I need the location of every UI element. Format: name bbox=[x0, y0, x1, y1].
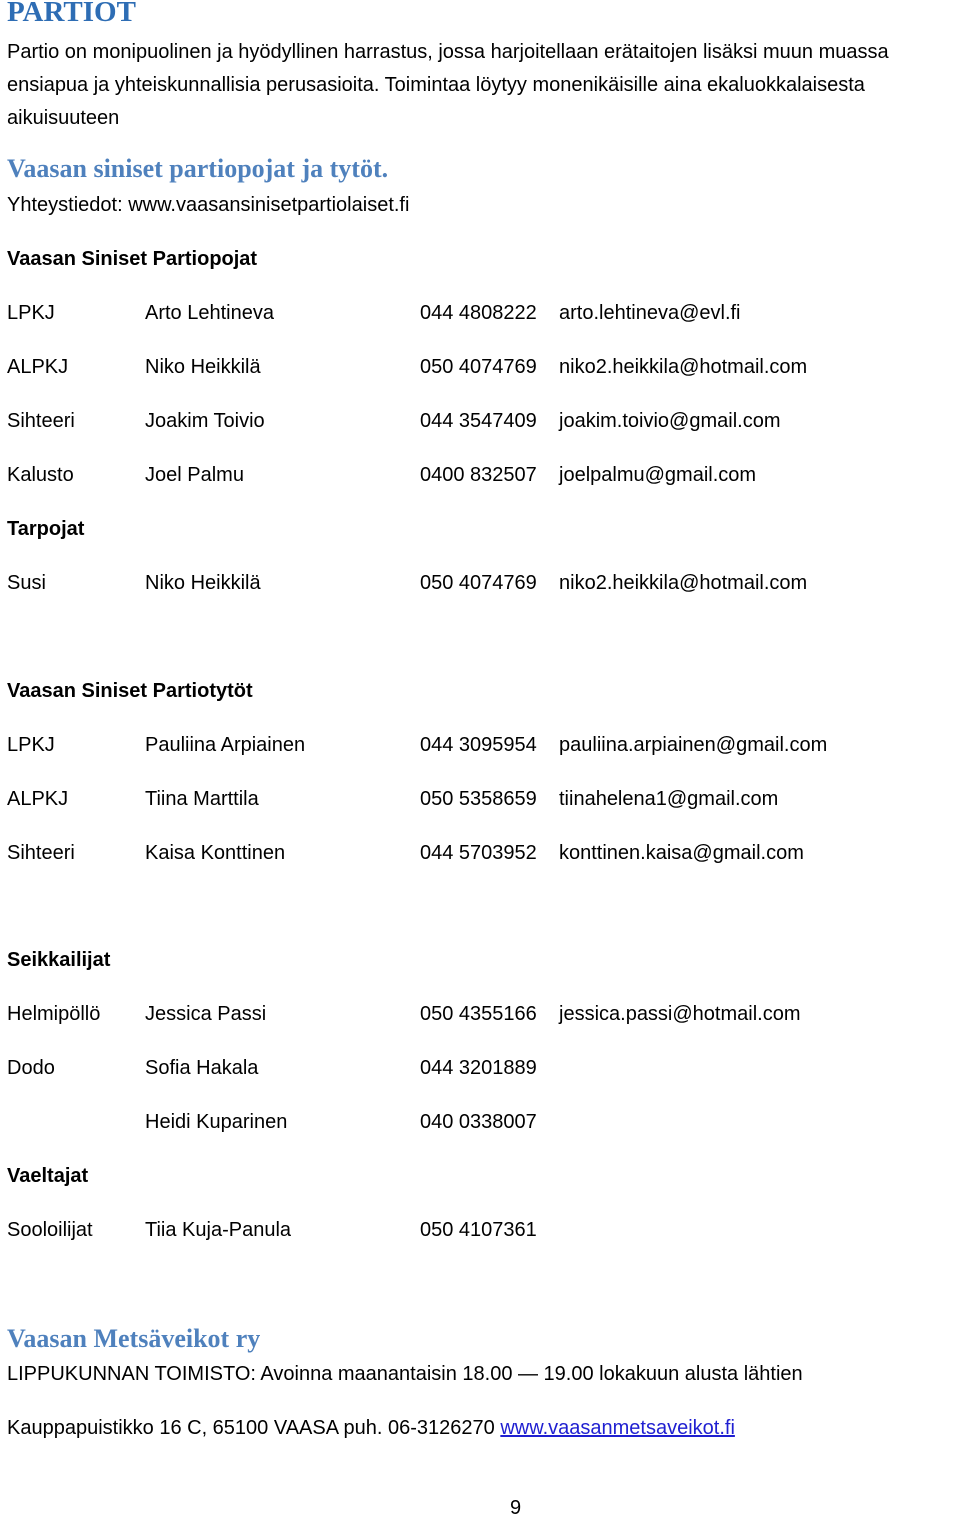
name-cell: Joakim Toivio bbox=[145, 410, 265, 432]
office-hours: LIPPUKUNNAN TOIMISTO: Avoinna maanantaisin 18.00 — 19.00 lokakuun alusta lähtien bbox=[7, 1363, 803, 1385]
org1-title: Vaasan siniset partiopojat ja tytöt. bbox=[7, 154, 389, 183]
role-cell: Sihteeri bbox=[7, 842, 75, 864]
name-cell: Pauliina Arpiainen bbox=[145, 734, 306, 756]
role-cell: Sihteeri bbox=[7, 410, 75, 432]
table-row bbox=[0, 1219, 960, 1249]
org1-website-link[interactable]: www.vaasansinisetpartiolaiset.fi bbox=[128, 194, 410, 216]
role-cell: Dodo bbox=[7, 1057, 55, 1079]
role-cell: Sooloilijat bbox=[7, 1219, 93, 1241]
phone-cell: 0400 832507 bbox=[420, 464, 537, 486]
role-cell: ALPKJ bbox=[7, 788, 69, 810]
phone-cell: 050 4074769 bbox=[420, 356, 537, 378]
phone-cell: 044 5703952 bbox=[420, 842, 537, 864]
phone-cell: 044 3201889 bbox=[420, 1057, 537, 1079]
email-cell: arto.lehtineva@evl.fi bbox=[559, 302, 741, 324]
table-row bbox=[0, 788, 960, 818]
org1-contact bbox=[7, 194, 409, 217]
phone-cell: 050 5358659 bbox=[420, 788, 537, 810]
tarpojat-title: Tarpojat bbox=[7, 518, 85, 540]
pojat-title: Vaasan Siniset Partiopojat bbox=[7, 248, 258, 270]
name-cell: Joel Palmu bbox=[145, 464, 244, 486]
org2-title: Vaasan Metsäveikot ry bbox=[7, 1324, 261, 1353]
table-row bbox=[0, 356, 960, 386]
tytot-title: Vaasan Siniset Partiotytöt bbox=[7, 680, 253, 702]
name-cell: Niko Heikkilä bbox=[145, 572, 261, 594]
phone-cell: 044 3547409 bbox=[420, 410, 537, 432]
page-heading: PARTIOT bbox=[7, 0, 136, 28]
address-text: Kauppapuistikko 16 C, 65100 VAASA puh. 06-3126270 bbox=[7, 1417, 501, 1439]
table-row bbox=[0, 1003, 960, 1033]
table-row bbox=[0, 572, 960, 602]
email-cell: pauliina.arpiainen@gmail.com bbox=[559, 734, 828, 756]
role-cell: ALPKJ bbox=[7, 356, 69, 378]
table-row bbox=[0, 842, 960, 872]
email-cell: konttinen.kaisa@gmail.com bbox=[559, 842, 804, 864]
role-cell: Susi bbox=[7, 572, 46, 594]
table-row bbox=[0, 1111, 960, 1141]
name-cell: Jessica Passi bbox=[145, 1003, 267, 1025]
email-cell: joakim.toivio@gmail.com bbox=[559, 410, 781, 432]
table-row bbox=[0, 302, 960, 332]
table-row bbox=[0, 410, 960, 440]
org2-website-link[interactable]: www.vaasanmetsaveikot.fi bbox=[500, 1417, 735, 1439]
email-cell: joelpalmu@gmail.com bbox=[559, 464, 757, 486]
email-cell: tiinahelena1@gmail.com bbox=[559, 788, 779, 810]
name-cell: Tiia Kuja-Panula bbox=[145, 1219, 292, 1241]
role-cell: Helmipöllö bbox=[7, 1003, 101, 1025]
phone-cell: 040 0338007 bbox=[420, 1111, 537, 1133]
vaeltajat-title: Vaeltajat bbox=[7, 1165, 89, 1187]
name-cell: Tiina Marttila bbox=[145, 788, 259, 810]
table-row bbox=[0, 734, 960, 764]
name-cell: Niko Heikkilä bbox=[145, 356, 261, 378]
table-row bbox=[0, 464, 960, 494]
intro-paragraph: Partio on monipuolinen ja hyödyllinen harrastus, jossa harjoitellaan erätaitojen lisäksi muun muassa ensiapua ja yhteiskunnallisia perusasioita. Toimintaa löytyy monenikäisille aina ekaluokkalaisesta aikuisuuteen bbox=[7, 41, 889, 129]
phone-cell: 044 3095954 bbox=[420, 734, 537, 756]
phone-cell: 050 4355166 bbox=[420, 1003, 537, 1025]
page-number: 9 bbox=[510, 1497, 522, 1519]
seikkailijat-title: Seikkailijat bbox=[7, 949, 111, 971]
name-cell: Kaisa Konttinen bbox=[145, 842, 286, 864]
role-cell: Kalusto bbox=[7, 464, 74, 486]
role-cell: LPKJ bbox=[7, 302, 55, 324]
phone-cell: 044 4808222 bbox=[420, 302, 537, 324]
contact-label: Yhteystiedot: bbox=[7, 194, 123, 216]
phone-cell: 050 4074769 bbox=[420, 572, 537, 594]
phone-cell: 050 4107361 bbox=[420, 1219, 537, 1241]
email-cell: jessica.passi@hotmail.com bbox=[559, 1003, 801, 1025]
name-cell: Arto Lehtineva bbox=[145, 302, 274, 324]
name-cell: Heidi Kuparinen bbox=[145, 1111, 288, 1133]
table-row bbox=[0, 1057, 960, 1087]
email-cell: niko2.heikkila@hotmail.com bbox=[559, 356, 808, 378]
role-cell: LPKJ bbox=[7, 734, 55, 756]
email-cell: niko2.heikkila@hotmail.com bbox=[559, 572, 808, 594]
address-line bbox=[7, 1417, 735, 1440]
name-cell: Sofia Hakala bbox=[145, 1057, 259, 1079]
